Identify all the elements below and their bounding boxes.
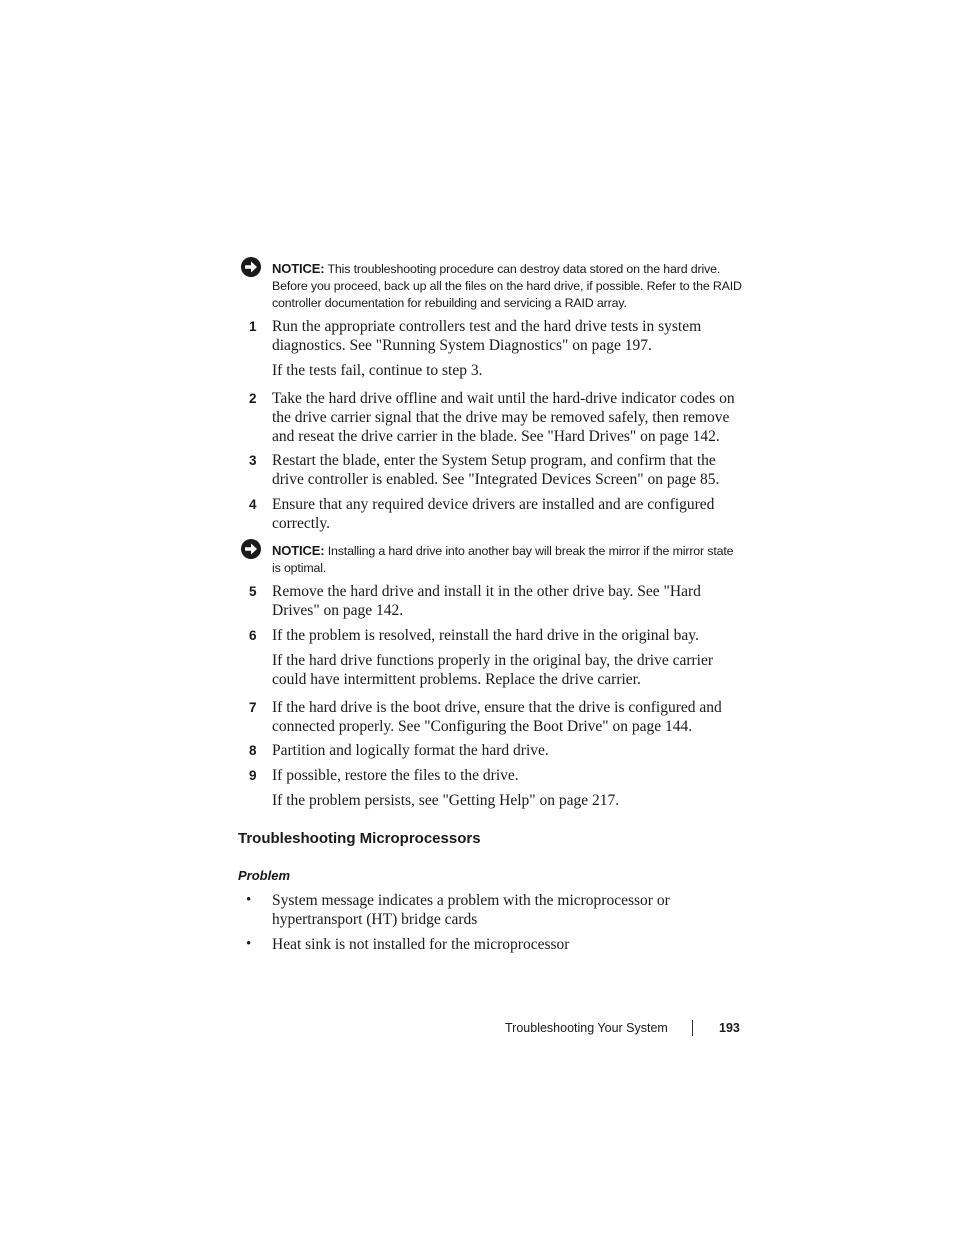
- notice-arrow-icon: [240, 256, 262, 278]
- step-text: Partition and logically format the hard drive.: [272, 742, 549, 759]
- step-text: Take the hard drive offline and wait until the hard-drive indicator codes on the drive carrier signal that the drive may be removed safely, then remove and reseat the drive carrier in the blade. See "Hard Drives" on page 142.: [272, 390, 735, 445]
- step-text: Remove the hard drive and install it in the other drive bay. See "Hard Drives" on page 142.: [272, 583, 701, 619]
- step-number: 3: [249, 453, 257, 468]
- step-number: 6: [249, 628, 257, 643]
- notice-1: [272, 260, 742, 312]
- bullet-icon: •: [246, 892, 252, 908]
- step-number: 7: [249, 700, 257, 715]
- notice-arrow-icon: [240, 538, 262, 560]
- step-note: If the hard drive functions properly in the original bay, the drive carrier could have intermittent problems. Replace the drive carrier.: [272, 652, 714, 688]
- step-text: If the problem is resolved, reinstall the hard drive in the original bay.: [272, 627, 699, 644]
- footer-title: Troubleshooting Your System: [505, 1021, 668, 1035]
- step-number: 9: [249, 768, 257, 783]
- page-number: 193: [719, 1021, 740, 1035]
- step-text: Ensure that any required device drivers are installed and are configured correctly.: [272, 496, 715, 532]
- notice-body: This troubleshooting procedure can destroy data stored on the hard drive. Before you proceed, back up all the files on the hard drive, if possible. Refer to the RAID controller documentation for rebuilding and servicing a RAID array.: [272, 262, 742, 310]
- step-text: If possible, restore the files to the drive.: [272, 767, 519, 784]
- notice-body: Installing a hard drive into another bay will break the mirror if the mirror state is optimal.: [272, 544, 734, 575]
- notice-2: [272, 542, 742, 577]
- step-note: If the problem persists, see "Getting Help" on page 217.: [272, 792, 620, 809]
- step-number: 1: [249, 319, 257, 334]
- footer-separator: [692, 1020, 693, 1036]
- step-note: If the tests fail, continue to step 3.: [272, 362, 483, 379]
- bullet-text: Heat sink is not installed for the microprocessor: [272, 936, 570, 953]
- section-heading: Troubleshooting Microprocessors: [238, 830, 481, 847]
- bullet-icon: •: [246, 936, 252, 952]
- subheading: Problem: [238, 868, 291, 883]
- step-number: 4: [249, 497, 257, 512]
- step-number: 5: [249, 584, 257, 599]
- step-text: If the hard drive is the boot drive, ensure that the drive is configured and connected properly. See "Configuring the Boot Drive" on page 144.: [272, 699, 722, 735]
- step-number: 2: [249, 391, 257, 406]
- bullet-text: System message indicates a problem with the microprocessor or hypertransport (HT) bridge cards: [272, 892, 670, 928]
- step-number: 8: [249, 743, 257, 758]
- notice-label: NOTICE:: [272, 543, 325, 558]
- step-text: Run the appropriate controllers test and the hard drive tests in system diagnostics. See "Running System Diagnostics" on page 197.: [272, 318, 702, 354]
- notice-label: NOTICE:: [272, 261, 325, 276]
- step-text: Restart the blade, enter the System Setup program, and confirm that the drive controller is enabled. See "Integrated Devices Screen" on page 85.: [272, 452, 720, 488]
